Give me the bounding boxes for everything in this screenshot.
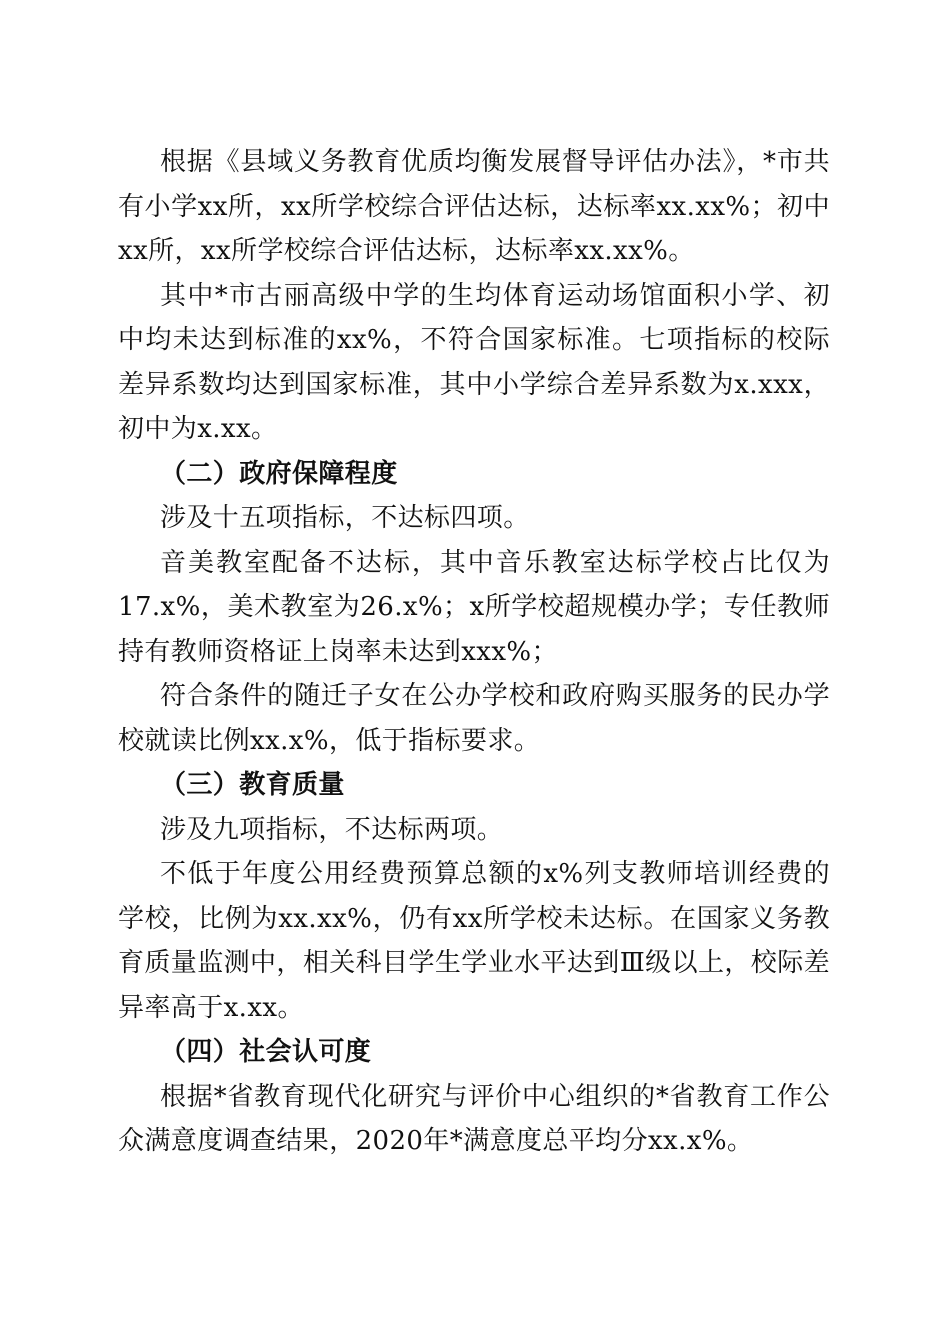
paragraph-migrant-children: 符合条件的随迁子女在公办学校和政府购买服务的民办学校就读比例xx.x%，低于指标要求。 — [118, 681, 830, 756]
paragraph-sports-facility: 其中*市古丽高级中学的生均体育运动场馆面积小学、初中均未达到标准的xx%，不符合国家标准。七项指标的校际差异系数均达到国家标准，其中小学综合差异系数为x.xxx，初中为x.xx。 — [118, 280, 830, 444]
paragraph-music-art-rooms: 音美教室配备不达标，其中音乐教室达标学校占比仅为17.x%，美术教室为26.x%；x所学校超规模办学；专任教师持有教师资格证上岗率未达到xxx%； — [118, 547, 830, 667]
paragraph-evaluation-summary: 根据《县域义务教育优质均衡发展督导评估办法》，*市共有小学xx所，xx所学校综合评估达标，达标率xx.xx%；初中xx所，xx所学校综合评估达标，达标率xx.xx%。 — [118, 147, 830, 266]
section-heading-education-quality: （三）教育质量 — [160, 770, 345, 800]
paragraph-teacher-training: 不低于年度公用经费预算总额的x%列支教师培训经费的学校，比例为xx.xx%，仍有xx所学校未达标。在国家义务教育质量监测中，相关科目学生学业水平达到Ⅲ级以上，校际差异率高于x.xx。 — [118, 859, 830, 1023]
document-body — [118, 140, 830, 1164]
paragraph-satisfaction-survey: 根据*省教育现代化研究与评价中心组织的*省教育工作公众满意度调查结果，2020年*满意度总平均分xx.x%。 — [118, 1081, 830, 1156]
section-heading-social-recognition: （四）社会认可度 — [160, 1037, 372, 1067]
section-heading-government-guarantee: （二）政府保障程度 — [160, 458, 398, 489]
paragraph-fifteen-indicators: 涉及十五项指标，不达标四项。 — [160, 503, 530, 533]
paragraph-nine-indicators: 涉及九项指标，不达标两项。 — [160, 814, 504, 845]
